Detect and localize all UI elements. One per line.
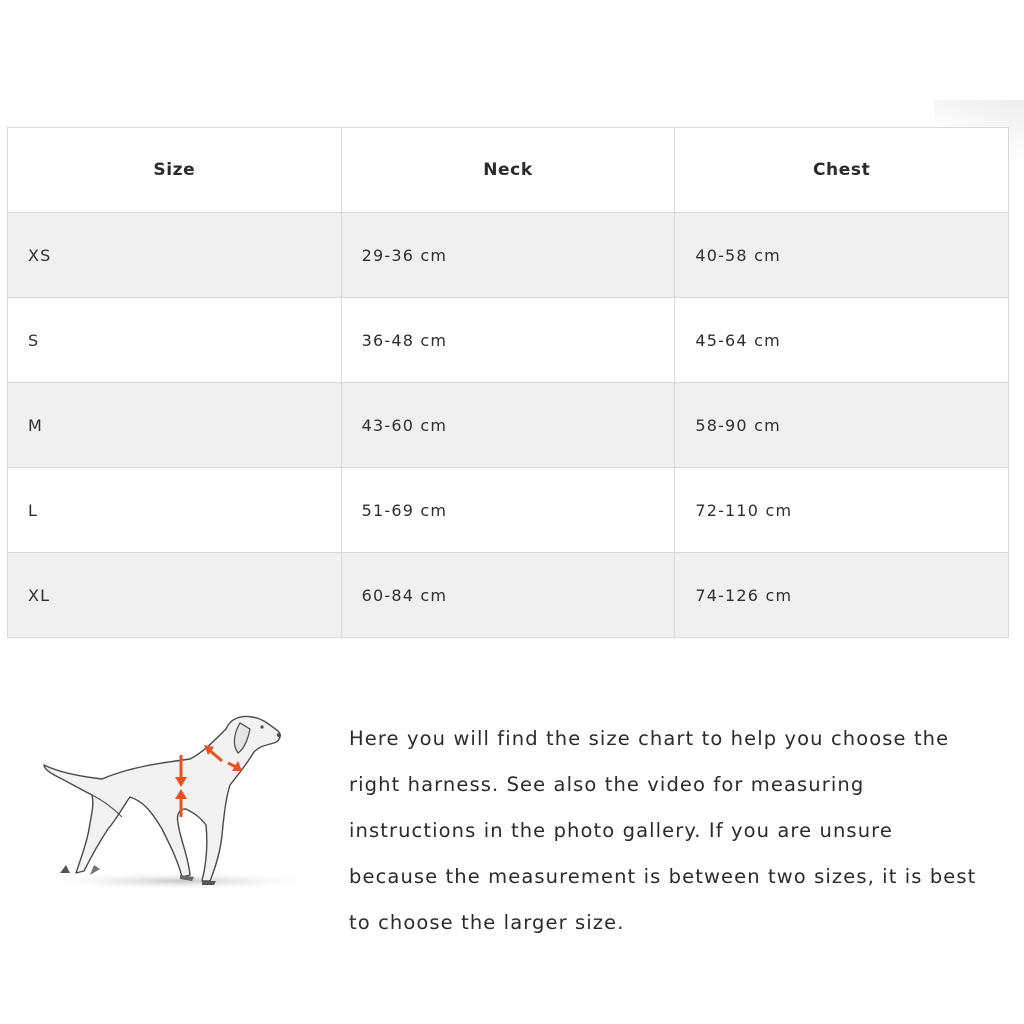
table-row [8,298,1009,383]
cell-chest: 40-58 cm [675,213,1009,298]
cell-chest: 74-126 cm [675,553,1009,638]
cell-neck: 51-69 cm [341,468,675,553]
cell-size: S [8,298,342,383]
cell-size: XS [8,213,342,298]
header-size: Size [8,128,342,213]
table-row [8,383,1009,468]
cell-size: L [8,468,342,553]
size-chart-description: Here you will find the size chart to help you choose the right harness. See also the video for measuring instructions in the photo gallery. If you are unsure because the measurement is between two sizes, it is best to choose the larger size. [349,727,977,934]
cell-neck: 36-48 cm [341,298,675,383]
cell-neck: 43-60 cm [341,383,675,468]
cell-chest: 58-90 cm [675,383,1009,468]
size-chart-table [7,127,1009,638]
table-row [8,468,1009,553]
cell-size: M [8,383,342,468]
dog-measurement-icon [30,705,320,895]
table-row [8,553,1009,638]
cell-neck: 60-84 cm [341,553,675,638]
cell-neck: 29-36 cm [341,213,675,298]
header-chest: Chest [675,128,1009,213]
cell-chest: 72-110 cm [675,468,1009,553]
header-neck: Neck [341,128,675,213]
cell-chest: 45-64 cm [675,298,1009,383]
table-header-row [8,128,1009,213]
table-row [8,213,1009,298]
cell-size: XL [8,553,342,638]
